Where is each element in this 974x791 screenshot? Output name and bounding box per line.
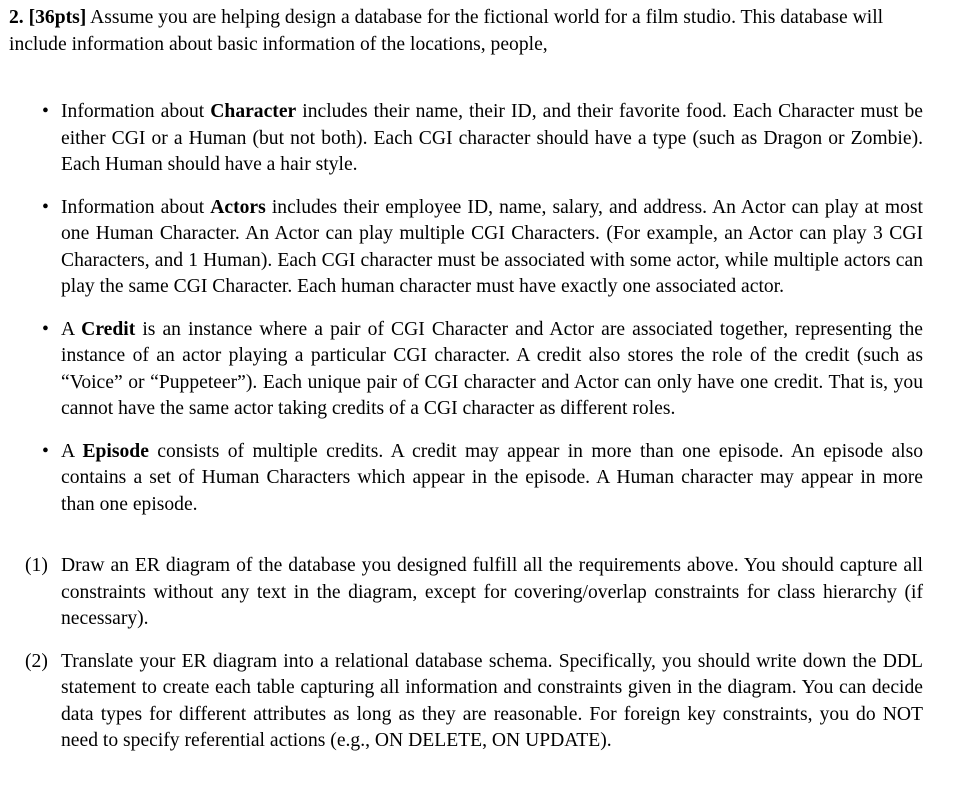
question-number: 2. [36pts] — [9, 7, 87, 28]
term-episode: Episode — [82, 440, 149, 462]
task-text: Translate your ER diagram into a relational database schema. Specifically, you should write down the DDL statement to create each table capturing all information and constraints given in the diagram. You can decide data types for different attributes as long as they are reasonable. For foreign key constraints, you do NOT need to specify referential actions (e.g., ON DELETE, ON UPDATE). — [61, 650, 923, 751]
requirement-episode: • A Episode consists of multiple credits. A credit may appear in more than one episode. An episode also contains a set of Human Characters which appear in the episode. A Human character may appear in more than one episode. — [42, 440, 924, 515]
requirements-list — [9, 99, 923, 518]
term-character: Character — [210, 101, 297, 122]
task-number: (2) — [25, 650, 48, 672]
bullet-icon: • — [42, 318, 49, 340]
question-intro-text: Assume you are helping design a database for the fictional world for a film studio. This database will include information about basic information of the locations, people, — [9, 7, 884, 55]
task-er-diagram — [9, 553, 923, 633]
term-credit: Credit — [81, 318, 136, 340]
tasks-list — [9, 553, 923, 755]
requirement-credit: • A Credit is an instance where a pair of CGI Character and Actor are associated together, representing the instance of an actor playing a particular CGI character. A credit also stores the role of the credit (such as “Voice” or “Puppeteer”). Each unique pair of CGI character and Actor can only have one credit. That is, you cannot have the same actor taking credits of a CGI character as different roles. — [42, 318, 924, 419]
requirement-character: • Information about Character includes their name, their ID, and their favorite food. Each Character must be either CGI or a Human (but not both). Each CGI character should have a type (such as Dragon or Zombie). Each Human should have a hair style. — [42, 101, 923, 175]
bullet-icon: • — [42, 101, 49, 122]
bullet-icon: • — [42, 440, 49, 462]
bullet-icon: • — [42, 196, 49, 218]
task-ddl-schema — [9, 649, 923, 755]
term-actors: Actors — [210, 196, 266, 218]
question-intro — [9, 5, 923, 58]
task-text: Draw an ER diagram of the database you designed fulfill all the requirements above. You should capture all constraints without any text in the diagram, except for covering/overlap constraints for class hierarchy (if necessary). — [61, 555, 923, 629]
requirement-actors: • Information about Actors includes their employee ID, name, salary, and address. An Actor can play at most one Human Character. An Actor can play multiple CGI Characters. (For example, an Actor can play 3 CGI Characters, and 1 Human). Each CGI character must be associated with some actor, while multiple actors can play the same CGI Character. Each human character must have exactly one associated actor. — [42, 196, 923, 297]
task-number: (1) — [25, 555, 48, 576]
question-document — [9, 5, 923, 755]
